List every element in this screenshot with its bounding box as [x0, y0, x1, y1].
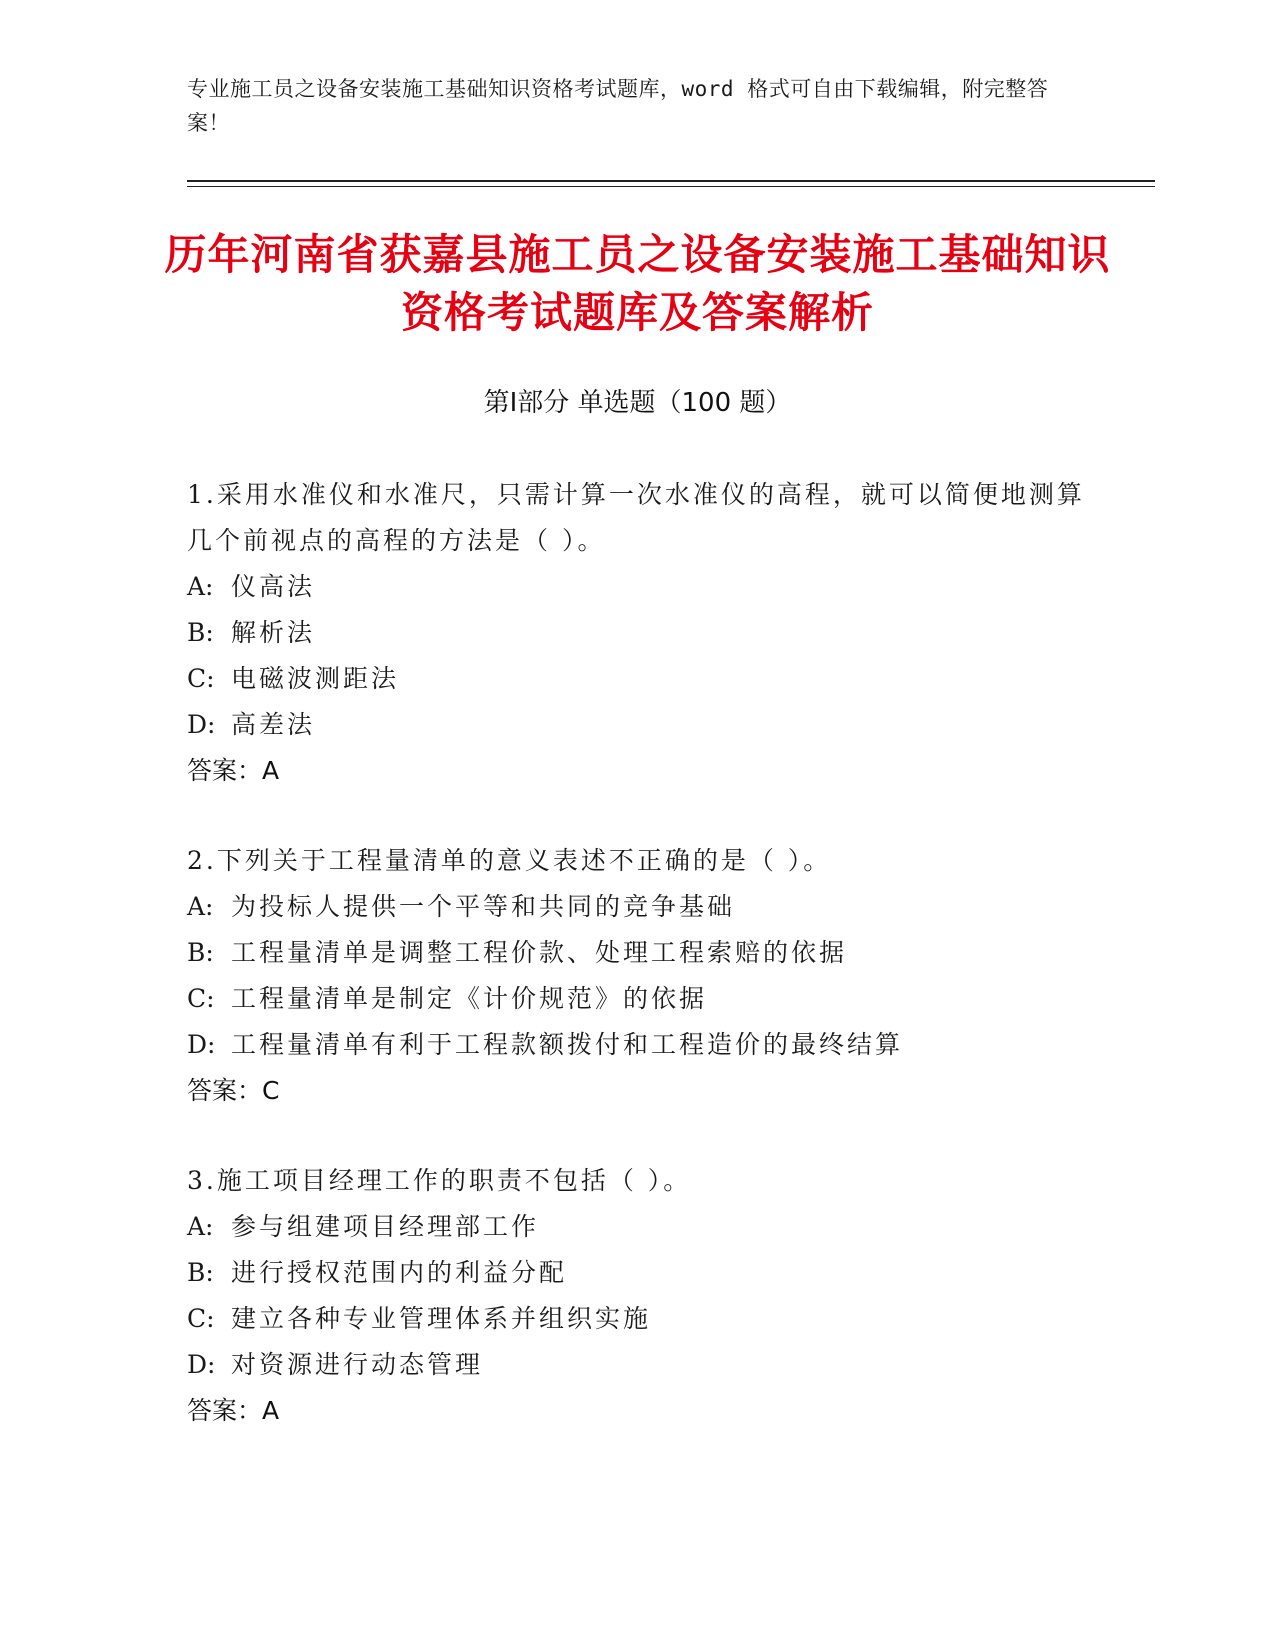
question-3 — [187, 1158, 1087, 1434]
answer: 答案：C — [187, 1076, 280, 1105]
question-stem: 3.施工项目经理工作的职责不包括（ ）。 — [187, 1166, 692, 1195]
option-letter: A: — [187, 572, 214, 601]
option-letter: B: — [187, 938, 214, 967]
option-text: 高差法 — [231, 710, 316, 739]
option-letter: A: — [187, 1212, 214, 1241]
option-b — [187, 610, 1087, 656]
question-stem: 1.采用水准仪和水准尺，只需计算一次水准仪的高程，就可以简便地测算几个前视点的高程的方法是（ ）。 — [187, 480, 1085, 555]
option-c — [187, 976, 1087, 1022]
option-letter: B: — [187, 618, 214, 647]
question-stem: 2.下列关于工程量清单的意义表述不正确的是（ ）。 — [187, 846, 832, 875]
option-text: 解析法 — [231, 618, 316, 647]
option-a — [187, 564, 1087, 610]
option-text: 建立各种专业管理体系并组织实施 — [231, 1304, 652, 1333]
option-letter: D: — [187, 710, 216, 739]
answer: 答案：A — [187, 756, 280, 785]
option-a — [187, 884, 1087, 930]
option-c — [187, 656, 1087, 702]
option-text: 对资源进行动态管理 — [231, 1350, 484, 1379]
option-text: 为投标人提供一个平等和共同的竞争基础 — [231, 892, 736, 921]
option-letter: D: — [187, 1350, 216, 1379]
section-title: 第Ⅰ部分 单选题（100 题） — [483, 388, 792, 418]
option-text: 仪高法 — [231, 572, 316, 601]
option-text: 参与组建项目经理部工作 — [231, 1212, 540, 1241]
option-b — [187, 930, 1087, 976]
option-letter: C: — [187, 664, 215, 693]
header-note: 专业施工员之设备安装施工基础知识资格考试题库，word 格式可自由下载编辑，附完整答案！ — [187, 77, 1049, 135]
header-divider-thick — [187, 180, 1155, 182]
answer: 答案：A — [187, 1396, 280, 1425]
option-text: 电磁波测距法 — [231, 664, 400, 693]
option-letter: B: — [187, 1258, 214, 1287]
option-text: 工程量清单是调整工程价款、处理工程索赔的依据 — [231, 938, 848, 967]
question-list — [187, 472, 1087, 1478]
question-1 — [187, 472, 1087, 794]
option-a — [187, 1204, 1087, 1250]
option-b — [187, 1250, 1087, 1296]
document-title: 历年河南省获嘉县施工员之设备安装施工基础知识资格考试题库及答案解析 — [164, 230, 1111, 337]
option-text: 工程量清单是制定《计价规范》的依据 — [231, 984, 708, 1013]
header-divider-thin — [187, 186, 1155, 187]
option-letter: A: — [187, 892, 214, 921]
option-d — [187, 1022, 1087, 1068]
option-d — [187, 702, 1087, 748]
question-2 — [187, 838, 1087, 1114]
option-letter: D: — [187, 1030, 216, 1059]
option-text: 进行授权范围内的利益分配 — [231, 1258, 568, 1287]
option-letter: C: — [187, 1304, 215, 1333]
option-letter: C: — [187, 984, 215, 1013]
option-d — [187, 1342, 1087, 1388]
option-text: 工程量清单有利于工程款额拨付和工程造价的最终结算 — [231, 1030, 904, 1059]
option-c — [187, 1296, 1087, 1342]
